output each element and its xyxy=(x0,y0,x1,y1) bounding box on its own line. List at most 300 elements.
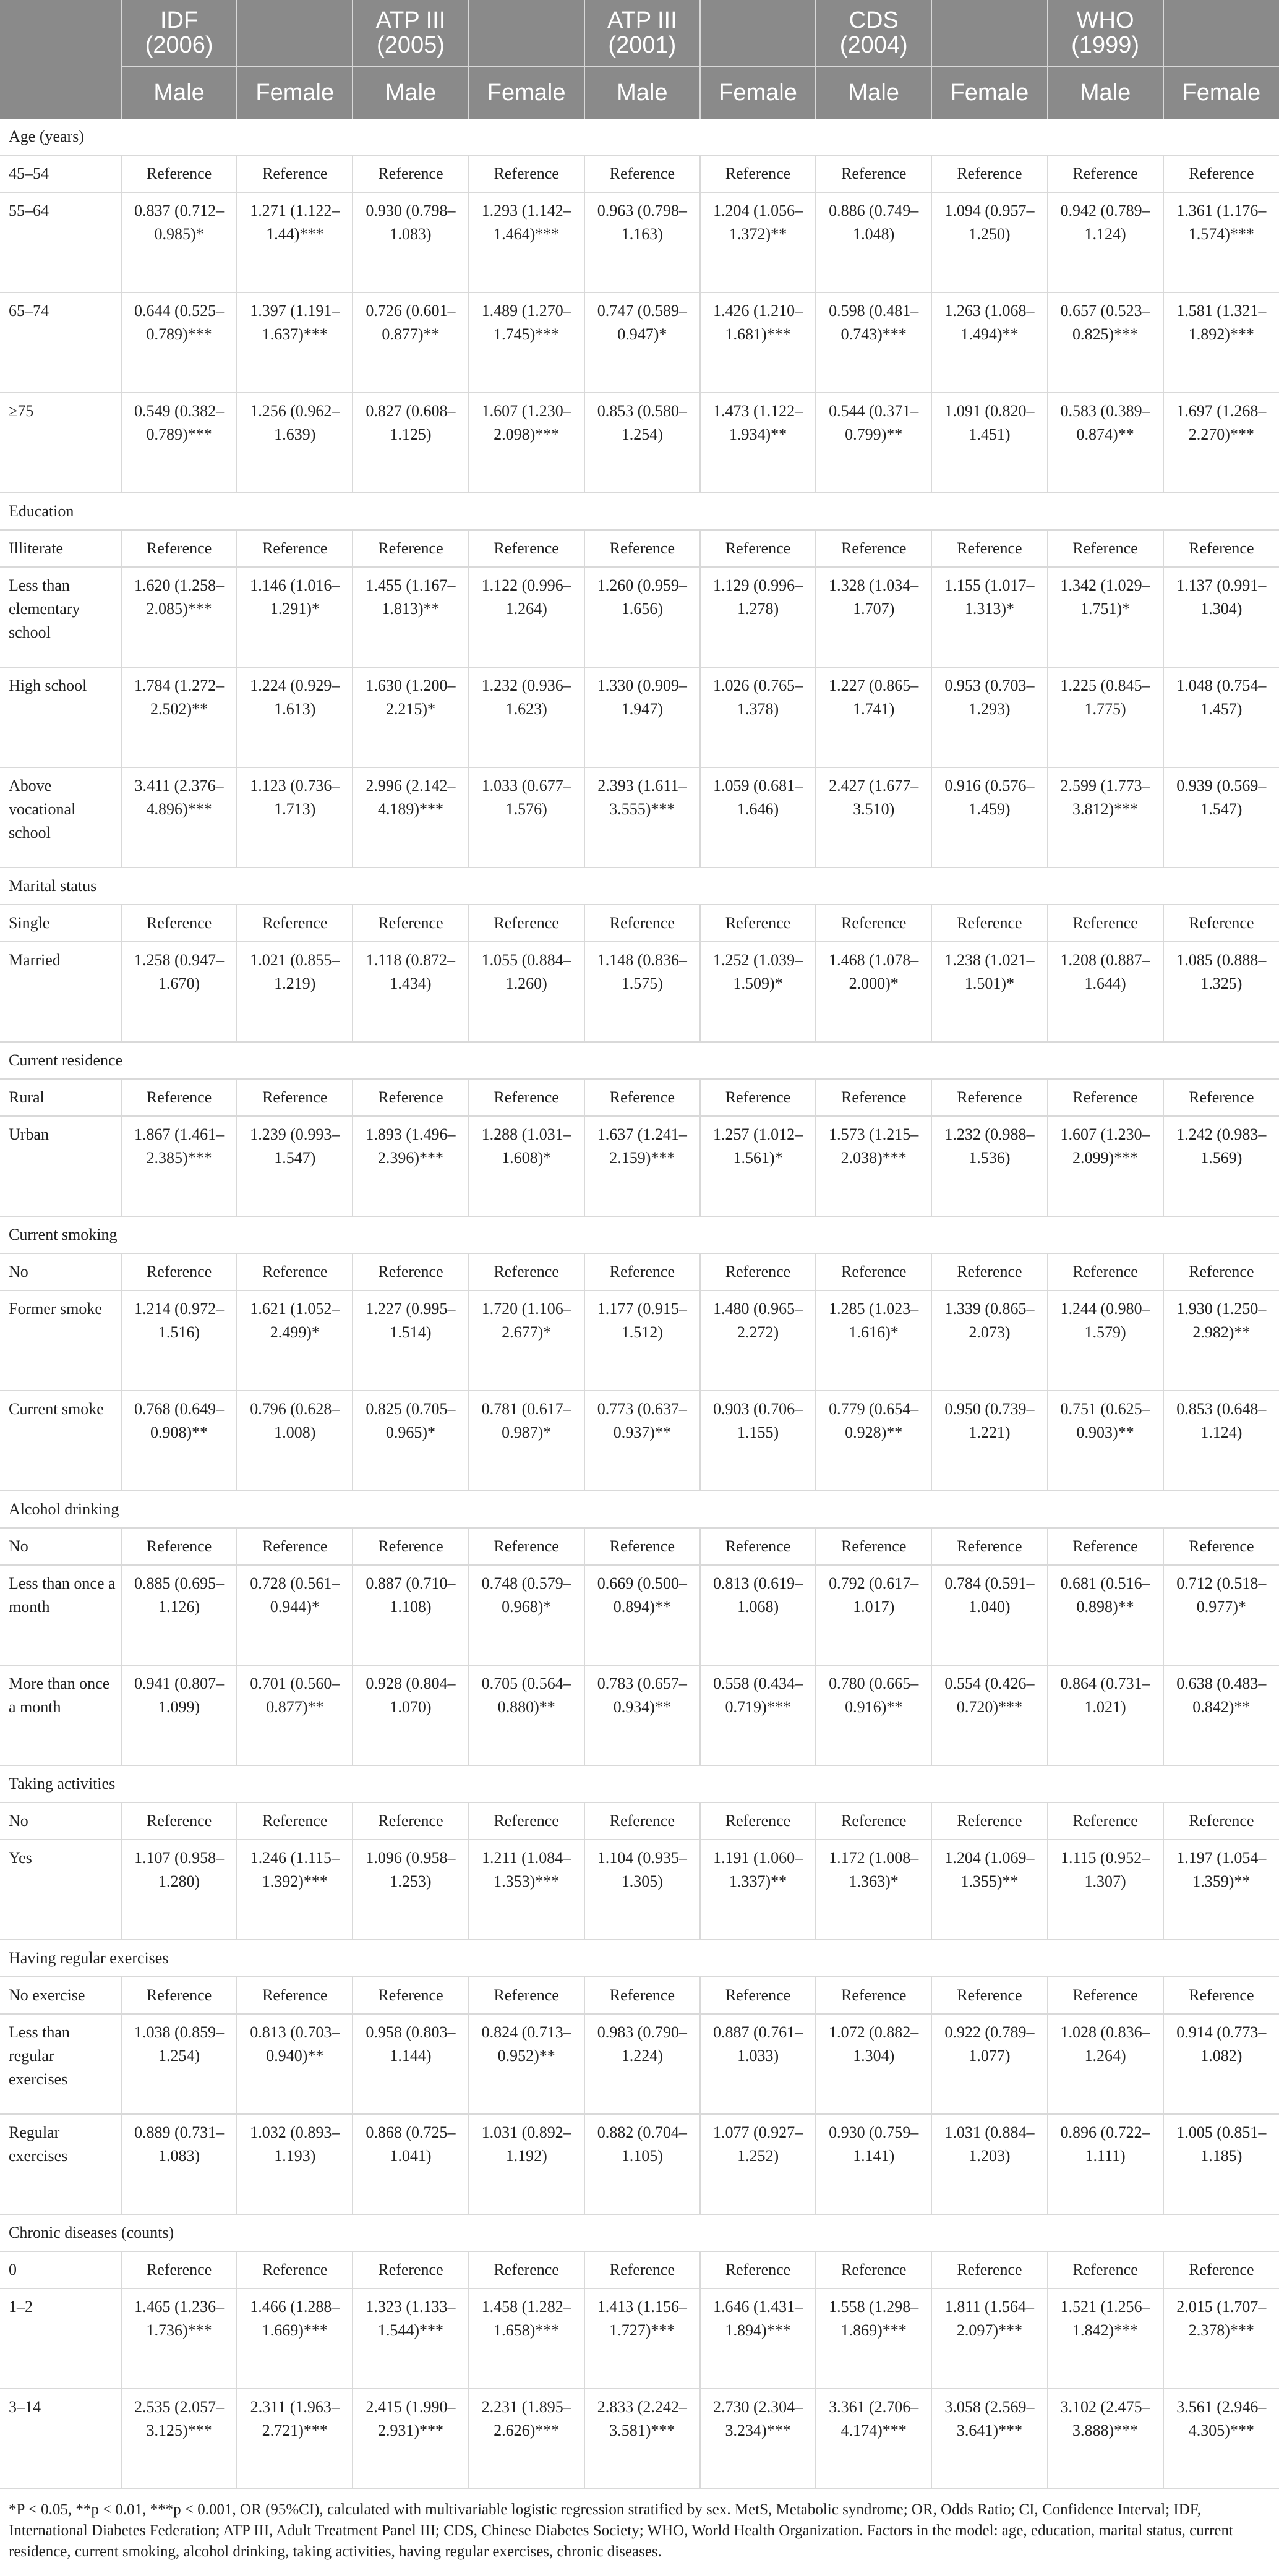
table-cell: Reference xyxy=(469,905,584,942)
table-cell: 1.227 (0.995–1.514) xyxy=(353,1290,468,1391)
table-cell: 1.328 (1.034–1.707) xyxy=(816,567,931,667)
table-cell: 1.055 (0.884–1.260) xyxy=(469,942,584,1042)
row-label: ≥75 xyxy=(0,393,121,493)
table-row xyxy=(0,2114,1279,2214)
header-sex: Female xyxy=(1163,66,1279,119)
table-cell: 1.455 (1.167–1.813)** xyxy=(353,567,468,667)
table-row xyxy=(0,2251,1279,2288)
table-cell: 1.211 (1.084–1.353)*** xyxy=(469,1840,584,1940)
header-criterion xyxy=(353,0,468,66)
table-cell: Reference xyxy=(353,1977,468,2014)
table-cell: Reference xyxy=(1163,1079,1279,1116)
table-cell: 1.026 (0.765–1.378) xyxy=(700,667,816,767)
table-cell: 1.242 (0.983–1.569) xyxy=(1163,1116,1279,1216)
table-cell: 1.293 (1.142–1.464)*** xyxy=(469,192,584,292)
table-cell: 1.811 (1.564–2.097)*** xyxy=(931,2288,1047,2389)
table-cell: 1.257 (1.012–1.561)* xyxy=(700,1116,816,1216)
table-cell: Reference xyxy=(584,1253,700,1290)
row-label: 45–54 xyxy=(0,155,121,192)
table-cell: 1.033 (0.677–1.576) xyxy=(469,767,584,868)
header-sex: Female xyxy=(931,66,1047,119)
section-row xyxy=(0,119,1279,155)
table-cell: Reference xyxy=(1163,155,1279,192)
table-cell: 1.077 (0.927–1.252) xyxy=(700,2114,816,2214)
criterion-year: (2001) xyxy=(608,32,677,58)
table-cell: Reference xyxy=(584,155,700,192)
row-label: Regular exercises xyxy=(0,2114,121,2214)
table-cell: Reference xyxy=(237,1977,353,2014)
table-cell: 0.558 (0.434–0.719)*** xyxy=(700,1665,816,1765)
table-cell: 2.730 (2.304–3.234)*** xyxy=(700,2389,816,2489)
table-cell: Reference xyxy=(469,1253,584,1290)
table-cell: 0.792 (0.617–1.017) xyxy=(816,1565,931,1665)
table-cell: Reference xyxy=(931,530,1047,567)
table-cell: Reference xyxy=(816,1079,931,1116)
table-cell: 0.864 (0.731–1.021) xyxy=(1048,1665,1163,1765)
table-row xyxy=(0,1840,1279,1940)
table-cell: Reference xyxy=(700,1802,816,1840)
table-cell: 0.928 (0.804–1.070) xyxy=(353,1665,468,1765)
table-cell: 0.837 (0.712–0.985)* xyxy=(121,192,237,292)
table-cell: 1.288 (1.031–1.608)* xyxy=(469,1116,584,1216)
table-cell: 1.146 (1.016–1.291)* xyxy=(237,567,353,667)
table-cell: 0.914 (0.773–1.082) xyxy=(1163,2014,1279,2114)
table-cell: Reference xyxy=(931,905,1047,942)
table-cell: 1.397 (1.191–1.637)*** xyxy=(237,292,353,393)
section-title: Education xyxy=(0,493,1279,530)
table-row xyxy=(0,1253,1279,1290)
table-row xyxy=(0,567,1279,667)
table-cell: Reference xyxy=(1048,1802,1163,1840)
table-cell: 1.197 (1.054–1.359)** xyxy=(1163,1840,1279,1940)
table-cell: 1.191 (1.060–1.337)** xyxy=(700,1840,816,1940)
table-cell: Reference xyxy=(584,530,700,567)
table-cell: Reference xyxy=(1163,2251,1279,2288)
table-cell: Reference xyxy=(237,1528,353,1565)
table-cell: 1.031 (0.892–1.192) xyxy=(469,2114,584,2214)
table-row xyxy=(0,2288,1279,2389)
table-cell: 0.889 (0.731–1.083) xyxy=(121,2114,237,2214)
table-cell: Reference xyxy=(816,1528,931,1565)
table-cell: 2.015 (1.707–2.378)*** xyxy=(1163,2288,1279,2389)
section-row xyxy=(0,1940,1279,1977)
header-blank xyxy=(469,0,584,66)
row-label: Less than once a month xyxy=(0,1565,121,1665)
table-cell: 1.028 (0.836–1.264) xyxy=(1048,2014,1163,2114)
table-cell: 1.204 (1.069–1.355)** xyxy=(931,1840,1047,1940)
table-row xyxy=(0,1528,1279,1565)
table-row xyxy=(0,1802,1279,1840)
row-label: 65–74 xyxy=(0,292,121,393)
table-row xyxy=(0,1565,1279,1665)
row-label: More than once a month xyxy=(0,1665,121,1765)
table-cell: Reference xyxy=(469,530,584,567)
header-sex: Male xyxy=(816,66,931,119)
row-label: No exercise xyxy=(0,1977,121,2014)
table-cell: 0.669 (0.500–0.894)** xyxy=(584,1565,700,1665)
table-cell: Reference xyxy=(584,2251,700,2288)
table-cell: 3.361 (2.706–4.174)*** xyxy=(816,2389,931,2489)
table-cell: 1.118 (0.872–1.434) xyxy=(353,942,468,1042)
table-cell: 1.323 (1.133–1.544)*** xyxy=(353,2288,468,2389)
table-row xyxy=(0,1290,1279,1391)
table-cell: 1.573 (1.215–2.038)*** xyxy=(816,1116,931,1216)
criterion-year: (2004) xyxy=(839,32,908,58)
table-row xyxy=(0,1977,1279,2014)
table-cell: 1.172 (1.008–1.363)* xyxy=(816,1840,931,1940)
header-blank xyxy=(237,0,353,66)
table-cell: Reference xyxy=(237,1253,353,1290)
table-cell: 2.996 (2.142–4.189)*** xyxy=(353,767,468,868)
table-cell: Reference xyxy=(121,1802,237,1840)
section-title: Marital status xyxy=(0,868,1279,905)
table-cell: 0.768 (0.649–0.908)** xyxy=(121,1391,237,1491)
table-cell: 0.701 (0.560–0.877)** xyxy=(237,1665,353,1765)
table-cell: 0.554 (0.426–0.720)*** xyxy=(931,1665,1047,1765)
table-cell: 1.258 (0.947–1.670) xyxy=(121,942,237,1042)
table-cell: 0.657 (0.523–0.825)*** xyxy=(1048,292,1163,393)
section-row xyxy=(0,2214,1279,2251)
header-criterion xyxy=(816,0,931,66)
table-cell: 0.784 (0.591–1.040) xyxy=(931,1565,1047,1665)
table-row xyxy=(0,155,1279,192)
table-cell: Reference xyxy=(584,1977,700,2014)
table-cell: Reference xyxy=(700,1528,816,1565)
table-cell: Reference xyxy=(469,1802,584,1840)
header-blank xyxy=(1163,0,1279,66)
table-cell: 1.227 (0.865–1.741) xyxy=(816,667,931,767)
table-cell: 2.427 (1.677–3.510) xyxy=(816,767,931,868)
table-cell: 1.621 (1.052–2.499)* xyxy=(237,1290,353,1391)
section-title: Current residence xyxy=(0,1042,1279,1079)
table-cell: 1.473 (1.122–1.934)** xyxy=(700,393,816,493)
table-cell: Reference xyxy=(700,1079,816,1116)
table-cell: 0.781 (0.617–0.987)* xyxy=(469,1391,584,1491)
table-cell: Reference xyxy=(931,155,1047,192)
table-cell: 3.058 (2.569–3.641)*** xyxy=(931,2389,1047,2489)
table-cell: Reference xyxy=(121,530,237,567)
table-cell: 1.426 (1.210–1.681)*** xyxy=(700,292,816,393)
table-cell: Reference xyxy=(353,1528,468,1565)
table-cell: Reference xyxy=(931,1977,1047,2014)
table-cell: Reference xyxy=(816,905,931,942)
table-row xyxy=(0,1079,1279,1116)
table-cell: 1.094 (0.957–1.250) xyxy=(931,192,1047,292)
table-cell: 1.620 (1.258–2.085)*** xyxy=(121,567,237,667)
table-cell: Reference xyxy=(1163,1977,1279,2014)
table-cell: 0.930 (0.798–1.083) xyxy=(353,192,468,292)
table-cell: 0.598 (0.481–0.743)*** xyxy=(816,292,931,393)
table-cell: 1.521 (1.256–1.842)*** xyxy=(1048,2288,1163,2389)
criterion-year: (1999) xyxy=(1071,32,1140,58)
row-label: No xyxy=(0,1528,121,1565)
section-title: Chronic diseases (counts) xyxy=(0,2214,1279,2251)
table-cell: Reference xyxy=(1048,2251,1163,2288)
table-cell: Reference xyxy=(469,1528,584,1565)
table-cell: Reference xyxy=(353,1802,468,1840)
table-cell: Reference xyxy=(931,1802,1047,1840)
table-cell: Reference xyxy=(1163,1802,1279,1840)
table-cell: 2.599 (1.773–3.812)*** xyxy=(1048,767,1163,868)
table-cell: Reference xyxy=(1163,1253,1279,1290)
table-row xyxy=(0,1116,1279,1216)
table-cell: Reference xyxy=(700,1253,816,1290)
table-cell: Reference xyxy=(353,1253,468,1290)
table-cell: Reference xyxy=(469,1079,584,1116)
table-cell: Reference xyxy=(816,530,931,567)
table-cell: Reference xyxy=(931,2251,1047,2288)
table-cell: 0.705 (0.564–0.880)** xyxy=(469,1665,584,1765)
section-row xyxy=(0,868,1279,905)
table-cell: 1.480 (0.965–2.272) xyxy=(700,1290,816,1391)
header-corner xyxy=(0,0,121,119)
table-cell: 0.747 (0.589–0.947)* xyxy=(584,292,700,393)
criterion-year: (2006) xyxy=(145,32,213,58)
table-cell: 0.544 (0.371–0.799)** xyxy=(816,393,931,493)
table-cell: Reference xyxy=(353,2251,468,2288)
table-cell: 1.021 (0.855–1.219) xyxy=(237,942,353,1042)
table-cell: 2.231 (1.895–2.626)*** xyxy=(469,2389,584,2489)
table-cell: 0.751 (0.625–0.903)** xyxy=(1048,1391,1163,1491)
table-cell: 1.048 (0.754–1.457) xyxy=(1163,667,1279,767)
table-cell: 0.549 (0.382–0.789)*** xyxy=(121,393,237,493)
table-cell: 1.458 (1.282–1.658)*** xyxy=(469,2288,584,2389)
table-header xyxy=(0,0,1279,119)
table-cell: 1.637 (1.241–2.159)*** xyxy=(584,1116,700,1216)
table-cell: 1.646 (1.431–1.894)*** xyxy=(700,2288,816,2389)
table-cell: Reference xyxy=(353,905,468,942)
table-cell: Reference xyxy=(931,1079,1047,1116)
row-label: Single xyxy=(0,905,121,942)
table-cell: 2.311 (1.963–2.721)*** xyxy=(237,2389,353,2489)
table-cell: 0.783 (0.657–0.934)** xyxy=(584,1665,700,1765)
header-sex: Female xyxy=(469,66,584,119)
table-cell: Reference xyxy=(121,1079,237,1116)
table-cell: Reference xyxy=(237,1079,353,1116)
table-cell: 0.824 (0.713–0.952)** xyxy=(469,2014,584,2114)
header-criterion xyxy=(584,0,700,66)
section-row xyxy=(0,1042,1279,1079)
section-title: Taking activities xyxy=(0,1765,1279,1802)
table-cell: 0.712 (0.518–0.977)* xyxy=(1163,1565,1279,1665)
table-cell: 1.252 (1.039–1.509)* xyxy=(700,942,816,1042)
header-blank xyxy=(931,0,1047,66)
table-cell: 1.225 (0.845–1.775) xyxy=(1048,667,1163,767)
table-cell: 1.697 (1.268–2.270)*** xyxy=(1163,393,1279,493)
table-cell: 0.896 (0.722–1.111) xyxy=(1048,2114,1163,2214)
table-cell: Reference xyxy=(700,2251,816,2288)
table-cell: 0.953 (0.703–1.293) xyxy=(931,667,1047,767)
table-cell: 0.983 (0.790–1.224) xyxy=(584,2014,700,2114)
table-cell: 1.155 (1.017–1.313)* xyxy=(931,567,1047,667)
table-cell: Reference xyxy=(353,155,468,192)
row-label: Above vocational school xyxy=(0,767,121,868)
header-sex: Male xyxy=(1048,66,1163,119)
table-cell: 0.796 (0.628–1.008) xyxy=(237,1391,353,1491)
table-cell: 1.784 (1.272–2.502)** xyxy=(121,667,237,767)
table-cell: 0.583 (0.389–0.874)** xyxy=(1048,393,1163,493)
table-cell: 1.239 (0.993–1.547) xyxy=(237,1116,353,1216)
table-cell: Reference xyxy=(700,1977,816,2014)
table-cell: 1.607 (1.230–2.099)*** xyxy=(1048,1116,1163,1216)
table-cell: 0.916 (0.576–1.459) xyxy=(931,767,1047,868)
table-cell: Reference xyxy=(469,1977,584,2014)
table-cell: 1.465 (1.236–1.736)*** xyxy=(121,2288,237,2389)
criterion-name: ATP III xyxy=(375,7,446,33)
table-cell: 1.115 (0.952–1.307) xyxy=(1048,1840,1163,1940)
table-cell: 0.728 (0.561–0.944)* xyxy=(237,1565,353,1665)
table-cell: Reference xyxy=(1048,1528,1163,1565)
table-cell: 1.072 (0.882–1.304) xyxy=(816,2014,931,2114)
table-cell: Reference xyxy=(469,2251,584,2288)
table-row xyxy=(0,192,1279,292)
row-label: 3–14 xyxy=(0,2389,121,2489)
header-blank xyxy=(700,0,816,66)
row-label: Rural xyxy=(0,1079,121,1116)
table-cell: Reference xyxy=(816,155,931,192)
table-cell: 1.224 (0.929–1.613) xyxy=(237,667,353,767)
row-label: 1–2 xyxy=(0,2288,121,2389)
table-cell: 1.208 (0.887–1.644) xyxy=(1048,942,1163,1042)
section-row xyxy=(0,493,1279,530)
table-cell: 1.285 (1.023–1.616)* xyxy=(816,1290,931,1391)
table-cell: Reference xyxy=(700,530,816,567)
table-cell: 3.102 (2.475–3.888)*** xyxy=(1048,2389,1163,2489)
table-cell: 0.748 (0.579–0.968)* xyxy=(469,1565,584,1665)
table-cell: 0.825 (0.705–0.965)* xyxy=(353,1391,468,1491)
section-title: Age (years) xyxy=(0,119,1279,155)
table-cell: 1.244 (0.980–1.579) xyxy=(1048,1290,1163,1391)
table-cell: Reference xyxy=(584,905,700,942)
table-cell: 0.885 (0.695–1.126) xyxy=(121,1565,237,1665)
section-row xyxy=(0,1765,1279,1802)
table-cell: Reference xyxy=(121,1977,237,2014)
table-cell: 0.941 (0.807–1.099) xyxy=(121,1665,237,1765)
row-label: Current smoke xyxy=(0,1391,121,1491)
table-cell: 0.939 (0.569–1.547) xyxy=(1163,767,1279,868)
table-cell: 1.893 (1.496–2.396)*** xyxy=(353,1116,468,1216)
table-cell: Reference xyxy=(121,155,237,192)
table-cell: Reference xyxy=(237,2251,353,2288)
table-cell: 1.204 (1.056–1.372)** xyxy=(700,192,816,292)
table-row xyxy=(0,393,1279,493)
table-cell: Reference xyxy=(931,1253,1047,1290)
table-cell: 0.950 (0.739–1.221) xyxy=(931,1391,1047,1491)
table-footnote: *P < 0.05, **p < 0.01, ***p < 0.001, OR (95%CI), calculated with multivariable logistic regression stratified by sex. MetS, Metabolic syndrome; OR, Odds Ratio; CI, Confidence Interval; IDF, International Diabetes Federation; ATP III, Adult Treatment Panel III; CDS, Chinese Diabetes Society; WHO, World Health Organization. Factors in the model: age, education, marital status, current residence, current smoking, alcohol drinking, taking activities, having regular exercises, chronic diseases. xyxy=(9,2501,1233,2560)
table-cell: 1.122 (0.996–1.264) xyxy=(469,567,584,667)
table-cell: 0.853 (0.648–1.124) xyxy=(1163,1391,1279,1491)
header-sex: Male xyxy=(584,66,700,119)
header-sex: Male xyxy=(121,66,237,119)
table-cell: 3.411 (2.376–4.896)*** xyxy=(121,767,237,868)
table-cell: 1.330 (0.909–1.947) xyxy=(584,667,700,767)
table-cell: Reference xyxy=(353,1079,468,1116)
table-cell: 0.963 (0.798–1.163) xyxy=(584,192,700,292)
table-cell: 2.415 (1.990–2.931)*** xyxy=(353,2389,468,2489)
table-cell: 1.413 (1.156–1.727)*** xyxy=(584,2288,700,2389)
table-cell: 1.930 (1.250–2.982)** xyxy=(1163,1290,1279,1391)
table-row xyxy=(0,530,1279,567)
table-cell: 1.246 (1.115–1.392)*** xyxy=(237,1840,353,1940)
table-cell: 1.581 (1.321–1.892)*** xyxy=(1163,292,1279,393)
table-row xyxy=(0,905,1279,942)
section-row xyxy=(0,1216,1279,1253)
table-cell: Reference xyxy=(1048,1253,1163,1290)
table-cell: 2.393 (1.611–3.555)*** xyxy=(584,767,700,868)
table-cell: Reference xyxy=(584,1079,700,1116)
table-cell: 3.561 (2.946–4.305)*** xyxy=(1163,2389,1279,2489)
table-cell: 1.558 (1.298–1.869)*** xyxy=(816,2288,931,2389)
table-cell: 0.853 (0.580–1.254) xyxy=(584,393,700,493)
table-cell: Reference xyxy=(353,530,468,567)
table-cell: Reference xyxy=(1048,905,1163,942)
header-criterion xyxy=(121,0,237,66)
table-cell: 1.263 (1.068–1.494)** xyxy=(931,292,1047,393)
table-cell: Reference xyxy=(1048,1977,1163,2014)
criterion-year: (2005) xyxy=(377,32,445,58)
table-cell: 1.232 (0.988–1.536) xyxy=(931,1116,1047,1216)
table-row xyxy=(0,1665,1279,1765)
table-cell: 1.720 (1.106–2.677)* xyxy=(469,1290,584,1391)
table-row xyxy=(0,942,1279,1042)
table-cell: 0.681 (0.516–0.898)** xyxy=(1048,1565,1163,1665)
table-row xyxy=(0,2389,1279,2489)
section-title: Current smoking xyxy=(0,1216,1279,1253)
table-row xyxy=(0,2014,1279,2114)
header-sex: Male xyxy=(353,66,468,119)
table-cell: 1.607 (1.230–2.098)*** xyxy=(469,393,584,493)
table-cell: 1.232 (0.936–1.623) xyxy=(469,667,584,767)
table-cell: 1.123 (0.736–1.713) xyxy=(237,767,353,868)
header-criterion xyxy=(1048,0,1163,66)
table-cell: 0.773 (0.637–0.937)** xyxy=(584,1391,700,1491)
table-cell: 1.085 (0.888–1.325) xyxy=(1163,942,1279,1042)
table-cell: 1.361 (1.176–1.574)*** xyxy=(1163,192,1279,292)
table-cell: Reference xyxy=(237,530,353,567)
table-row xyxy=(0,667,1279,767)
table-cell: Reference xyxy=(700,905,816,942)
table-cell: 0.922 (0.789–1.077) xyxy=(931,2014,1047,2114)
table-cell: 0.779 (0.654–0.928)** xyxy=(816,1391,931,1491)
section-row xyxy=(0,1491,1279,1528)
header-sex: Female xyxy=(700,66,816,119)
row-label: No xyxy=(0,1802,121,1840)
table-cell: 1.260 (0.959–1.656) xyxy=(584,567,700,667)
table-cell: 1.339 (0.865–2.073) xyxy=(931,1290,1047,1391)
table-cell: Reference xyxy=(121,1253,237,1290)
table-cell: 0.882 (0.704–1.105) xyxy=(584,2114,700,2214)
table-cell: 0.726 (0.601–0.877)** xyxy=(353,292,468,393)
table-cell: Reference xyxy=(816,2251,931,2288)
table-cell: 1.129 (0.996–1.278) xyxy=(700,567,816,667)
table-row xyxy=(0,1391,1279,1491)
table-cell: Reference xyxy=(1163,530,1279,567)
table-cell: 0.638 (0.483–0.842)** xyxy=(1163,1665,1279,1765)
table-cell: 1.489 (1.270–1.745)*** xyxy=(469,292,584,393)
table-cell: Reference xyxy=(816,1253,931,1290)
row-label: High school xyxy=(0,667,121,767)
table-cell: Reference xyxy=(237,155,353,192)
criterion-name: ATP III xyxy=(607,7,677,33)
table-cell: Reference xyxy=(121,2251,237,2288)
table-cell: 0.827 (0.608–1.125) xyxy=(353,393,468,493)
table-row xyxy=(0,767,1279,868)
table-cell: Reference xyxy=(931,1528,1047,1565)
table-cell: Reference xyxy=(1163,905,1279,942)
table-cell: Reference xyxy=(584,1528,700,1565)
table-cell: 0.886 (0.749–1.048) xyxy=(816,192,931,292)
table-cell: 1.256 (0.962–1.639) xyxy=(237,393,353,493)
